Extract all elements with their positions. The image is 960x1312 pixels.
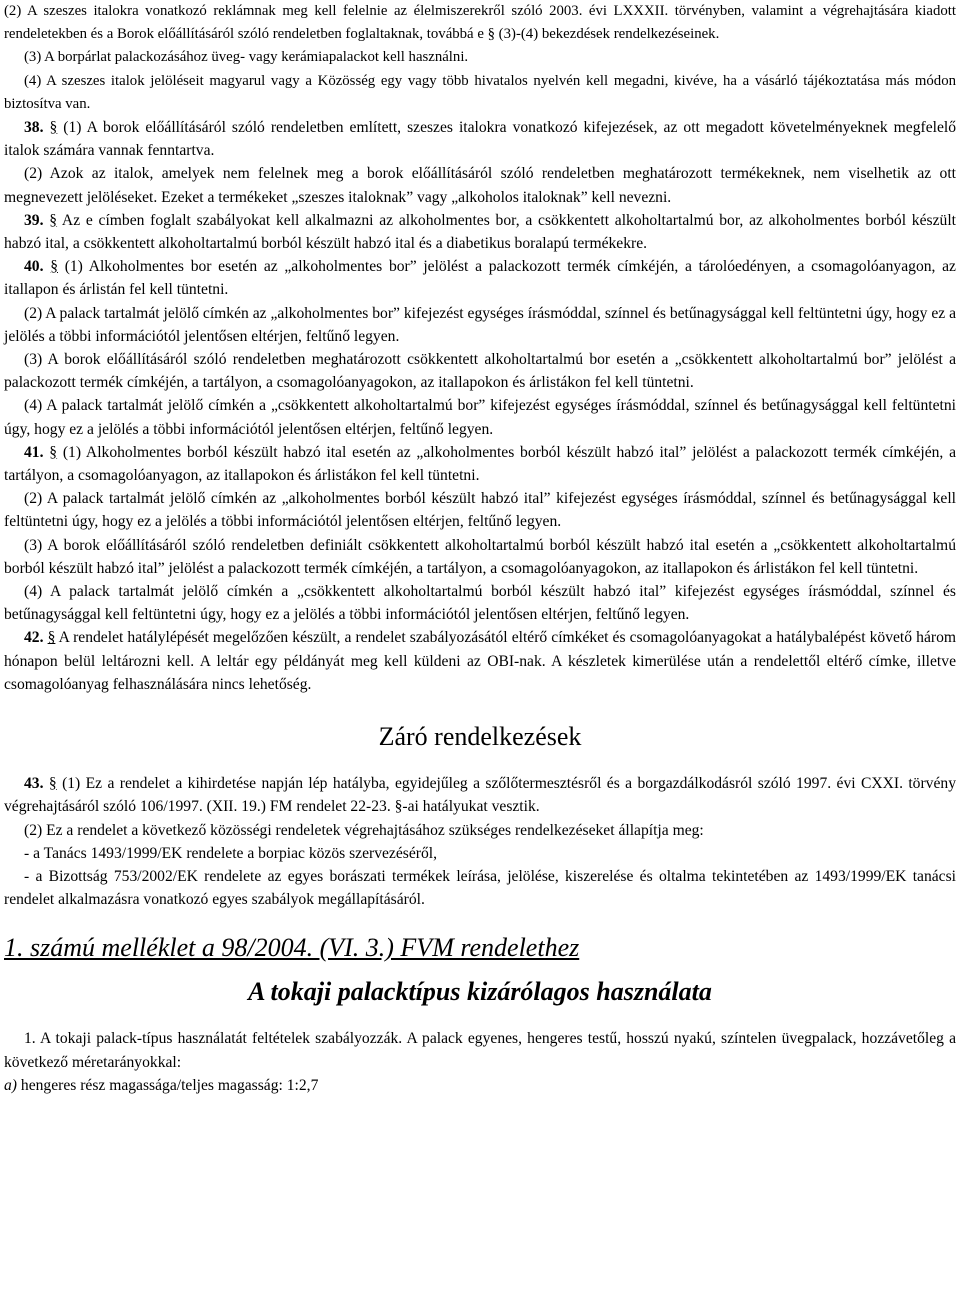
paragraph: (3) A borok előállításáról szóló rendeletben definiált csökkentett alkoholtartalmú borból készült habzó ital esetén a „csökkentett alkoholtartalmú borból készült habzó ital” jelölést a palackozott termék címkéjén, a tartályon, a csomagolóanyagokon, az itallapokon és árlistákon fel kell tüntetni. — [4, 536, 956, 577]
section-sign-link[interactable]: § — [49, 443, 58, 461]
section-sign-link[interactable]: § — [49, 211, 58, 229]
annex-title: A tokaji palacktípus kizárólagos használata — [248, 977, 712, 1007]
list-item: a) hengeres rész magassága/teljes magasság: 1:2,7 — [4, 1076, 319, 1094]
article-40: 40. § (1) Alkoholmentes bor esetén az „alkoholmentes bor” jelölést a palackozott termék címkéjén, a tárolóedényen, a csomagolóanyagon, az itallapon és árlistán fel kell tüntetni. — [4, 258, 956, 299]
list-item: - a Tanács 1493/1999/EK rendelete a borpiac közös szervezéséről, — [24, 844, 437, 862]
section-sign-link[interactable]: § — [48, 775, 57, 793]
article-42: 42. § A rendelet hatálylépését megelőzően készült, a rendelet szabályozásától eltérő címkéket és csomagolóanyagokat a hatálybalépést követő három hónapon belül leltározni kell. A leltár egy példányát meg kell küldeni az OBI-nak. A készletek kimerülése után a rendelettől eltérő címke, illetve csomagolóanyag felhasználására nincs lehetőség. — [4, 629, 956, 693]
article-43: 43. § (1) Ez a rendelet a kihirdetése napján lép hatályba, egyidejűleg a szőlőtermesztésről és a borgazdálkodásról szóló 1997. évi CXXI. törvény végrehajtásáról szóló 106/1997. (XII. 19.) FM rendelet 22-23. §-ai hatályukat vesztik. — [4, 775, 956, 816]
paragraph: (2) A szeszes italokra vonatkozó reklámnak meg kell felelnie az élelmiszerekről szóló 2003. évi LXXXII. törvényben, valamint a végrehajtására kiadott rendeletekben és a Borok előállításáról szóló rendeletben foglaltaknak, továbbá e § (3)-(4) bekezdések rendelkezéseinek. — [4, 3, 956, 43]
article-number: 43. — [24, 775, 44, 793]
item-label: a) — [4, 1076, 17, 1094]
paragraph: (4) A palack tartalmát jelölő címkén a „csökkentett alkoholtartalmú bor” kifejezést egységes írásmóddal, színnel és betűnagysággal kell feltüntetni úgy, hogy ez a jelölés a többi információtól jelentősen eltérjen, feltűnő legyen. — [4, 397, 956, 438]
article-number: 42. — [24, 629, 44, 647]
paragraph: (2) Ez a rendelet a következő közösségi rendeletek végrehajtásához szükséges rendelkezéseket állapítja meg: — [24, 821, 704, 839]
list-item: - a Bizottság 753/2002/EK rendelete az egyes borászati termékek leírása, jelölése, kiszerelése és oltalma tekintetében az 1493/1999/EK tanácsi rendelet alkalmazásra vonatkozó egyes szabályok megállapításáról. — [4, 867, 956, 909]
paragraph: 1. A tokaji palack-típus használatát feltételek szabályozzák. A palack egyenes, hengeres testű, hosszú nyakú, színtelen üvegpalack, hozzávetőleg a következő méretarányokkal: — [4, 1030, 956, 1071]
article-number: 40. — [24, 258, 44, 276]
section-sign-link[interactable]: § — [47, 629, 56, 647]
document-page — [4, 0, 956, 1097]
paragraph: (3) A borpárlat palackozásához üveg- vagy kerámiapalackot kell használni. — [24, 49, 469, 66]
article-41: 41. § (1) Alkoholmentes borból készült habzó ital esetén az „alkoholmentes borból készült habzó ital” jelölést a palackozott termék címkéjén, a tartályon, a csomagolóanyagon, az itallapokon és árlistákon fel kell tüntetni. — [4, 443, 956, 485]
closing-provisions-heading: Záró rendelkezések — [378, 722, 582, 752]
article-39: 39. § Az e címben foglalt szabályokat kell alkalmazni az alkoholmentes bor, a csökkentett alkoholtartalmú bor, az alkoholmentes borból készült habzó ital, a csökkentett alkoholtartalmú borból készült habzó ital és a diabetikus boralapú termékekre. — [4, 211, 956, 253]
section-sign-link[interactable]: § — [49, 119, 58, 137]
paragraph: (4) A szeszes italok jelöléseit magyarul vagy a Közösség egy vagy több hivatalos nyelvén kell megadni, kivéve, ha a vásárló tájékoztatása más módon biztosítva van. — [4, 72, 956, 112]
paragraph: (2) A palack tartalmát jelölő címkén az „alkoholmentes bor” kifejezést egységes írásmóddal, színnel és betűnagysággal kell feltüntetni úgy, hogy ez a jelölés a többi információtól jelentősen eltérjen, feltűnő legyen. — [4, 304, 956, 345]
paragraph: (2) Azok az italok, amelyek nem felelnek meg a borok előállításáról szóló rendeletben meghatározott termékeknek, nem viselhetik az ott megnevezett jelöléseket. Ezeket a termékeket „szeszes italoknak” vagy „alkoholos italoknak” kell nevezni. — [4, 165, 956, 206]
annex-heading-link[interactable]: 1. számú melléklet a 98/2004. (VI. 3.) FVM rendelethez — [4, 933, 580, 963]
paragraph: (3) A borok előállításáról szóló rendeletben meghatározott csökkentett alkoholtartalmú bor esetén a „csökkentett alkoholtartalmú bor” jelölést a palackozott termék címkéjén, a tartályon, a csomagolóanyagokon, az itallapokon és árlistákon fel kell tüntetni. — [4, 351, 956, 392]
paragraph: (2) A palack tartalmát jelölő címkén az „alkoholmentes borból készült habzó ital” kifejezést egységes írásmóddal, színnel és betűnagysággal kell feltüntetni úgy, hogy ez a jelölés a többi információtól jelentősen eltérjen, feltűnő legyen. — [4, 490, 956, 531]
article-number: 38. — [24, 119, 44, 137]
paragraph: (4) A palack tartalmát jelölő címkén a „csökkentett alkoholtartalmú borból készült habzó ital” kifejezést egységes írásmóddal, színnel és betűnagysággal kell feltüntetni úgy, hogy ez a jelölés a többi információtól jelentősen eltérjen, feltűnő legyen. — [4, 583, 956, 624]
article-number: 41. — [24, 443, 44, 461]
article-number: 39. — [24, 211, 44, 229]
article-38: 38. § (1) A borok előállításáról szóló rendeletben említett, szeszes italokra vonatkozó kifejezések, az ott megadott követelményeknek megfelelő italok számára vannak fenntartva. — [4, 119, 956, 160]
section-sign-link[interactable]: § — [50, 258, 58, 276]
